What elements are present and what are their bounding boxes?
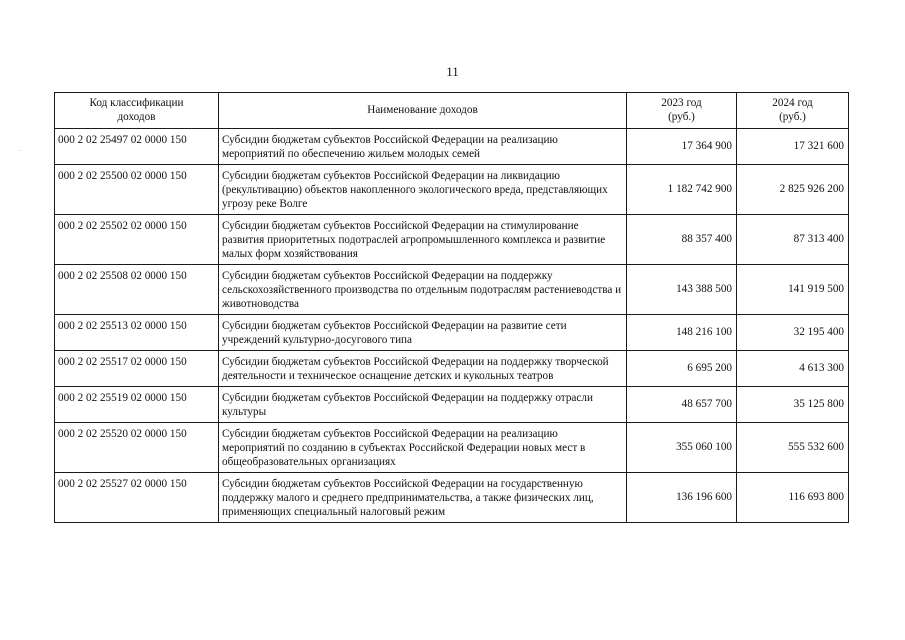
amount-2023: 148 216 100	[627, 315, 737, 351]
amount-2024: 116 693 800	[737, 473, 849, 523]
header-year-2023-line-2: (руб.)	[668, 111, 695, 123]
revenue-name: Субсидии бюджетам субъектов Российской Федерации на реализацию мероприятий по созданию в субъектах Российской Федерации новых мест в общеобразовательных организациях	[219, 423, 627, 473]
amount-2024: 35 125 800	[737, 387, 849, 423]
scan-speck	[20, 150, 21, 151]
classification-code: 000 2 02 25519 02 0000 150	[55, 387, 219, 423]
classification-code: 000 2 02 25513 02 0000 150	[55, 315, 219, 351]
revenue-name: Субсидии бюджетам субъектов Российской Федерации на развитие сети учреждений культурно-досугового типа	[219, 315, 627, 351]
classification-code: 000 2 02 25500 02 0000 150	[55, 165, 219, 215]
classification-code: 000 2 02 25502 02 0000 150	[55, 215, 219, 265]
header-code-line-1: Код классификации	[89, 97, 184, 109]
header-year-2023	[627, 93, 737, 129]
amount-2024: 2 825 926 200	[737, 165, 849, 215]
header-name: Наименование доходов	[219, 93, 627, 129]
revenue-name: Субсидии бюджетам субъектов Российской Федерации на ликвидацию (рекультивацию) объектов накопленного экологического вреда, представляющих угрозу реке Волге	[219, 165, 627, 215]
header-year-2024	[737, 93, 849, 129]
amount-2023: 1 182 742 900	[627, 165, 737, 215]
revenue-name: Субсидии бюджетам субъектов Российской Федерации на стимулирование развития приоритетных подотраслей агропромышленного комплекса и развитие малых форм хозяйствования	[219, 215, 627, 265]
table-row	[55, 387, 849, 423]
amount-2024: 17 321 600	[737, 129, 849, 165]
table-row	[55, 423, 849, 473]
amount-2024: 141 919 500	[737, 265, 849, 315]
classification-code: 000 2 02 25520 02 0000 150	[55, 423, 219, 473]
revenue-name: Субсидии бюджетам субъектов Российской Федерации на государственную поддержку малого и среднего предпринимательства, а также физических лиц, применяющих специальный налоговый режим	[219, 473, 627, 523]
amount-2023: 17 364 900	[627, 129, 737, 165]
classification-code: 000 2 02 25497 02 0000 150	[55, 129, 219, 165]
amount-2024: 87 313 400	[737, 215, 849, 265]
amount-2024: 555 532 600	[737, 423, 849, 473]
revenue-name: Субсидии бюджетам субъектов Российской Федерации на поддержку сельскохозяйственного производства по отдельным подотраслям растениеводства и животноводства	[219, 265, 627, 315]
header-code-line-2: доходов	[117, 111, 156, 123]
amount-2024: 32 195 400	[737, 315, 849, 351]
amount-2023: 88 357 400	[627, 215, 737, 265]
classification-code: 000 2 02 25517 02 0000 150	[55, 351, 219, 387]
header-year-2023-line-1: 2023 год	[661, 97, 702, 109]
amount-2023: 143 388 500	[627, 265, 737, 315]
header-code	[55, 93, 219, 129]
revenue-name: Субсидии бюджетам субъектов Российской Федерации на реализацию мероприятий по обеспечению жильем молодых семей	[219, 129, 627, 165]
classification-code: 000 2 02 25508 02 0000 150	[55, 265, 219, 315]
revenue-table	[54, 92, 849, 523]
table-row	[55, 165, 849, 215]
table-row	[55, 315, 849, 351]
table-header-row	[55, 93, 849, 129]
header-year-2024-line-2: (руб.)	[779, 111, 806, 123]
amount-2023: 48 657 700	[627, 387, 737, 423]
table-row	[55, 473, 849, 523]
table-row	[55, 351, 849, 387]
amount-2024: 4 613 300	[737, 351, 849, 387]
amount-2023: 136 196 600	[627, 473, 737, 523]
amount-2023: 355 060 100	[627, 423, 737, 473]
table-row	[55, 215, 849, 265]
revenue-name: Субсидии бюджетам субъектов Российской Федерации на поддержку отрасли культуры	[219, 387, 627, 423]
classification-code: 000 2 02 25527 02 0000 150	[55, 473, 219, 523]
table-row	[55, 265, 849, 315]
table-row	[55, 129, 849, 165]
header-year-2024-line-1: 2024 год	[772, 97, 813, 109]
revenue-name: Субсидии бюджетам субъектов Российской Федерации на поддержку творческой деятельности и техническое оснащение детских и кукольных театров	[219, 351, 627, 387]
amount-2023: 6 695 200	[627, 351, 737, 387]
page-number: 11	[446, 64, 459, 79]
